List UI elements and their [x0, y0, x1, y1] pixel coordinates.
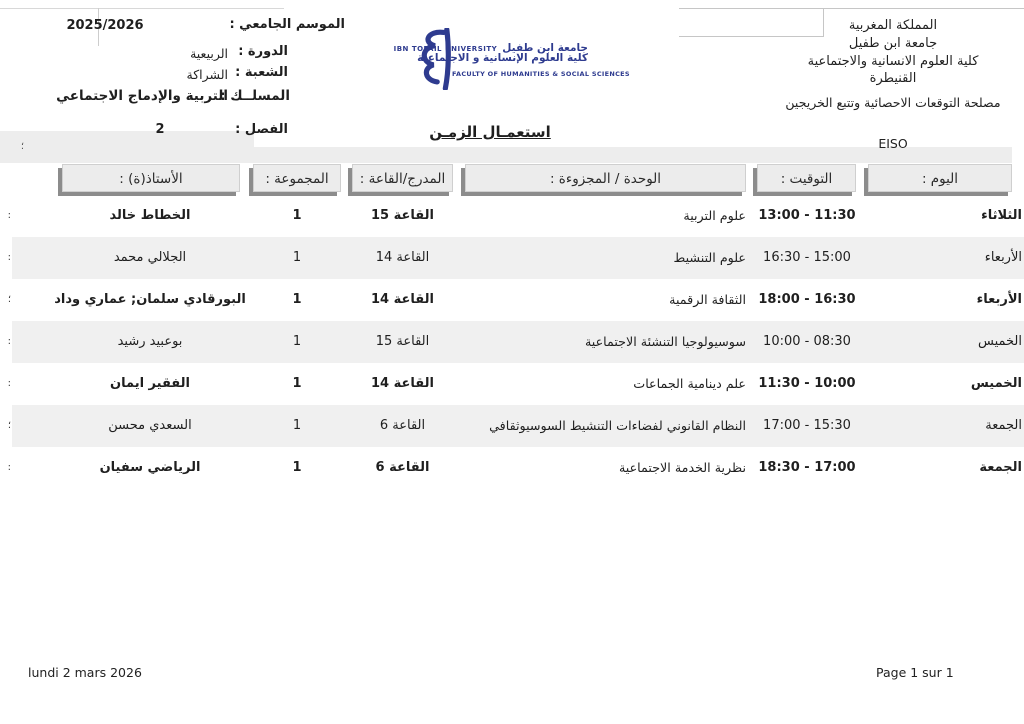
professor-cell: الرياضي سفيان — [99, 460, 201, 475]
logo-en-name: IBN TOFAIL UNIVERSITY — [393, 45, 498, 53]
clipped-edge-fragment: : — [7, 252, 11, 263]
time-cell: 15:30 - 17:00 — [763, 418, 851, 433]
column-header-day: اليوم : — [868, 164, 1012, 192]
room-cell: القاعة 14 — [375, 250, 430, 265]
logo-line3: FACULTY OF HUMANITIES & SOCIAL SCIENCES — [452, 70, 630, 78]
table-row — [0, 195, 1024, 237]
clipped-edge-fragment: ؛ — [7, 294, 11, 305]
time-cell: 11:30 - 13:00 — [758, 208, 856, 223]
module-cell: علوم التنشيط — [673, 250, 746, 265]
group-cell: 1 — [292, 292, 302, 307]
table-row — [0, 279, 1024, 321]
branch-value: الشراكة — [186, 67, 228, 82]
group-cell: 1 — [292, 250, 302, 265]
clipped-edge-fragment: : — [7, 336, 11, 347]
professor-cell: السعدي محسن — [108, 418, 192, 433]
table-row — [0, 321, 1024, 363]
module-cell: الثقافة الرقمية — [669, 292, 746, 307]
module-cell: نظرية الخدمة الاجتماعية — [618, 460, 746, 475]
table-row — [0, 237, 1024, 279]
room-cell: القاعة 6 — [375, 460, 430, 475]
group-cell: 1 — [292, 334, 302, 349]
module-cell: علوم التربية — [683, 208, 746, 223]
track-value: التربية والإدماج الاجتماعي — [56, 88, 228, 104]
day-cell: الجمعة — [979, 460, 1022, 475]
season-label: الموسم الجامعي : — [229, 17, 345, 32]
table-row — [0, 405, 1024, 447]
column-header-room: المدرج/القاعة : — [352, 164, 453, 192]
column-header-time: التوقيت : — [757, 164, 856, 192]
room-cell: القاعة 6 — [379, 418, 426, 433]
professor-cell: الجلالي محمد — [113, 250, 187, 265]
logo-ar-name: جامعة ابن طفيل — [502, 42, 588, 54]
branch-label: الشعبة : — [235, 65, 288, 80]
logo-line2: كلية العلوم الإنسانية و الاجتماعية — [417, 52, 588, 64]
time-cell: 17:00 - 18:30 — [758, 460, 856, 475]
module-cell: علم دينامية الجماعات — [633, 376, 746, 391]
top-left-border-line — [679, 8, 1024, 9]
professor-cell: الخطاط خالد — [109, 208, 191, 223]
group-cell: 1 — [292, 208, 302, 223]
page-title: استعمـال الزمـن — [429, 123, 551, 141]
semester-label: الفصل : — [235, 122, 288, 137]
professor-cell: الفقير ايمان — [110, 376, 190, 391]
footer-page-number: Page 1 sur 1 — [876, 665, 954, 680]
professor-cell: البورقادي سلمان; عماري وداد — [54, 292, 246, 307]
university-logo — [393, 28, 630, 90]
table-row — [0, 363, 1024, 405]
professor-cell: بوعبيد رشيد — [117, 334, 183, 349]
column-header-professor: الأستاذ(ة) : — [62, 164, 240, 192]
top-right-border-line — [0, 8, 284, 9]
room-cell: القاعة 15 — [371, 208, 434, 223]
column-header-group: المجموعة : — [253, 164, 341, 192]
day-cell: الثلاثاء — [981, 208, 1022, 223]
clipped-edge-fragment: : — [7, 210, 11, 221]
module-cell: النظام القانوني لفضاءات التنشيط السوسيوثقافي — [489, 418, 746, 433]
gov-faculty: كلية العلوم الانسانية والاجتماعية — [807, 54, 979, 69]
semester-value: 2 — [155, 122, 165, 137]
group-cell: 1 — [292, 460, 302, 475]
gov-kingdom: المملكة المغربية — [848, 18, 938, 33]
gov-city: القنيطرة — [869, 71, 917, 86]
time-cell: 15:00 - 16:30 — [763, 250, 851, 265]
gov-service: مصلحة التوقعات الاحصائية وتتبع الخريجين — [785, 95, 1001, 110]
season-value: 2025/2026 — [66, 18, 144, 33]
module-cell: سوسيولوجيا التنشئة الاجتماعية — [584, 334, 746, 349]
column-header-module: الوحدة / المجزوءة : — [465, 164, 746, 192]
time-cell: 16:30 - 18:00 — [758, 292, 856, 307]
session-label: الدورة : — [238, 44, 288, 59]
group-cell: 1 — [292, 376, 302, 391]
day-cell: الجمعة — [985, 418, 1022, 433]
day-cell: الأربعاء — [984, 250, 1022, 265]
time-cell: 10:00 - 11:30 — [758, 376, 856, 391]
day-cell: الأربعاء — [976, 292, 1022, 307]
table-row — [0, 447, 1024, 489]
room-cell: القاعة 15 — [375, 334, 430, 349]
footer-date: lundi 2 mars 2026 — [28, 665, 142, 680]
track-label: المسلــك : — [220, 88, 290, 104]
group-cell: 1 — [292, 418, 302, 433]
day-cell: الخميس — [978, 334, 1022, 349]
clipped-edge-fragment: : — [7, 462, 11, 473]
clipped-header-fragment: ؛ — [20, 141, 24, 152]
session-value: الربيعية — [190, 46, 228, 61]
room-cell: القاعة 14 — [371, 292, 434, 307]
room-cell: القاعة 14 — [371, 376, 434, 391]
gov-university: جامعة ابن طفيل — [848, 36, 938, 51]
gov-eiso: EISO — [878, 136, 908, 151]
time-cell: 08:30 - 10:00 — [763, 334, 851, 349]
clipped-edge-fragment: : — [7, 378, 11, 389]
day-cell: الخميس — [970, 376, 1022, 391]
clipped-edge-fragment: ؛ — [7, 420, 11, 431]
